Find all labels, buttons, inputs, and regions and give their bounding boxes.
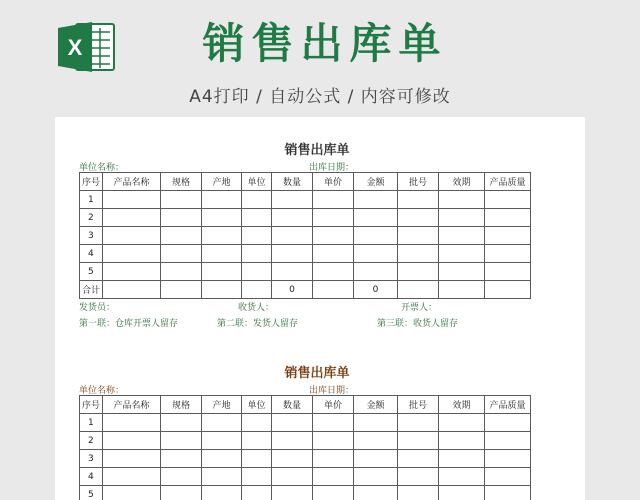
table-cell[interactable]: [485, 432, 531, 450]
row-index: 4: [80, 245, 103, 263]
table-cell[interactable]: [103, 468, 161, 486]
table-cell[interactable]: [103, 191, 161, 209]
table-cell[interactable]: [439, 432, 485, 450]
table-cell[interactable]: [242, 227, 272, 245]
table-cell: [202, 281, 242, 299]
page-title: 销售出库单: [202, 19, 448, 68]
col-header: 规格: [161, 396, 202, 414]
table-cell[interactable]: [398, 245, 439, 263]
table-cell[interactable]: [242, 468, 272, 486]
table-cell[interactable]: [398, 486, 439, 500]
table-cell[interactable]: [242, 486, 272, 500]
table-cell[interactable]: [313, 191, 354, 209]
col-header: 产地: [202, 396, 242, 414]
table-cell[interactable]: [439, 468, 485, 486]
copy-note-2: 第二联：发货人留存: [217, 319, 299, 329]
table-cell[interactable]: [398, 432, 439, 450]
table-cell[interactable]: [103, 432, 161, 450]
table-cell[interactable]: [313, 432, 354, 450]
table-cell[interactable]: [161, 414, 202, 432]
col-header: 序号: [80, 173, 103, 191]
row-index: 3: [80, 227, 103, 245]
outbound-date-label: 出库日期：: [309, 163, 355, 173]
table-cell[interactable]: [272, 191, 313, 209]
table-cell[interactable]: [439, 245, 485, 263]
total-amount: 0: [354, 281, 398, 299]
table-cell[interactable]: [485, 191, 531, 209]
table-row: [80, 414, 531, 432]
table-cell[interactable]: [398, 209, 439, 227]
table-cell[interactable]: [354, 191, 398, 209]
table-cell[interactable]: [161, 468, 202, 486]
col-header: 批号: [398, 173, 439, 191]
table-cell[interactable]: [242, 414, 272, 432]
col-header: 序号: [80, 396, 103, 414]
table-cell[interactable]: [272, 245, 313, 263]
table-header-row: [80, 173, 531, 191]
table-cell[interactable]: [439, 263, 485, 281]
table-cell[interactable]: [485, 263, 531, 281]
table-cell[interactable]: [398, 468, 439, 486]
outbound-table: [79, 395, 531, 500]
table-cell[interactable]: [161, 263, 202, 281]
table-row: [80, 486, 531, 500]
table-cell[interactable]: [161, 227, 202, 245]
row-index: 2: [80, 209, 103, 227]
unit-name-label: 单位名称：: [79, 386, 125, 396]
row-index: 1: [80, 414, 103, 432]
table-cell[interactable]: [439, 486, 485, 500]
table-cell[interactable]: [398, 263, 439, 281]
table-cell[interactable]: [161, 450, 202, 468]
excel-icon: [56, 18, 116, 76]
table-cell[interactable]: [103, 414, 161, 432]
table-cell[interactable]: [485, 468, 531, 486]
table-cell[interactable]: [313, 263, 354, 281]
table-row: [80, 191, 531, 209]
form-title: 销售出库单: [284, 143, 350, 158]
total-label: 合计: [80, 281, 103, 299]
table-cell[interactable]: [202, 432, 242, 450]
unit-name-label: 单位名称：: [79, 163, 125, 173]
table-cell[interactable]: [161, 245, 202, 263]
col-header: 金额: [354, 396, 398, 414]
table-cell: [439, 281, 485, 299]
table-cell[interactable]: [202, 486, 242, 500]
table-cell[interactable]: [161, 191, 202, 209]
table-cell[interactable]: [272, 468, 313, 486]
table-cell[interactable]: [398, 450, 439, 468]
table-cell: [485, 281, 531, 299]
table-row: [80, 432, 531, 450]
table-cell[interactable]: [313, 414, 354, 432]
table-cell[interactable]: [354, 209, 398, 227]
table-cell[interactable]: [354, 432, 398, 450]
table-cell[interactable]: [272, 209, 313, 227]
col-header: 单价: [313, 173, 354, 191]
table-cell[interactable]: [354, 263, 398, 281]
total-quantity: 0: [272, 281, 313, 299]
table-cell[interactable]: [313, 245, 354, 263]
col-header: 单位: [242, 396, 272, 414]
table-header-row: [80, 396, 531, 414]
table-cell[interactable]: [242, 450, 272, 468]
table-cell[interactable]: [354, 414, 398, 432]
table-cell[interactable]: [202, 468, 242, 486]
table-cell[interactable]: [354, 450, 398, 468]
table-cell[interactable]: [242, 432, 272, 450]
table-cell[interactable]: [242, 191, 272, 209]
table-cell[interactable]: [354, 245, 398, 263]
table-cell[interactable]: [354, 468, 398, 486]
table-cell[interactable]: [313, 227, 354, 245]
table-cell[interactable]: [272, 432, 313, 450]
copy-note-1: 第一联：仓库开票人留存: [79, 319, 179, 329]
table-cell[interactable]: [202, 245, 242, 263]
col-header: 数量: [272, 173, 313, 191]
table-cell[interactable]: [103, 227, 161, 245]
table-row: [80, 227, 531, 245]
table-cell[interactable]: [272, 414, 313, 432]
table-row: [80, 209, 531, 227]
outbound-date-label: 出库日期：: [309, 386, 355, 396]
table-cell[interactable]: [485, 245, 531, 263]
col-header: 产品质量: [485, 396, 531, 414]
table-cell[interactable]: [485, 414, 531, 432]
table-cell[interactable]: [202, 191, 242, 209]
table-cell[interactable]: [242, 245, 272, 263]
row-index: 5: [80, 486, 103, 500]
table-cell[interactable]: [398, 414, 439, 432]
table-cell[interactable]: [103, 209, 161, 227]
table-cell: [161, 281, 202, 299]
form-title: 销售出库单: [284, 366, 350, 381]
table-cell[interactable]: [202, 209, 242, 227]
col-header: 单位: [242, 173, 272, 191]
col-header: 金额: [354, 173, 398, 191]
table-cell[interactable]: [242, 209, 272, 227]
table-cell[interactable]: [439, 191, 485, 209]
sheet-preview: [55, 117, 585, 500]
col-header: 规格: [161, 173, 202, 191]
svg-text:X: X: [67, 35, 83, 60]
col-header: 产品名称: [103, 396, 161, 414]
table-cell[interactable]: [439, 209, 485, 227]
table-row: [80, 245, 531, 263]
table-cell[interactable]: [485, 450, 531, 468]
table-cell[interactable]: [161, 209, 202, 227]
table-cell[interactable]: [485, 227, 531, 245]
table-cell[interactable]: [202, 263, 242, 281]
table-cell[interactable]: [398, 191, 439, 209]
copy-note-3: 第三联：收货人留存: [377, 319, 459, 329]
table-cell[interactable]: [439, 414, 485, 432]
table-cell[interactable]: [202, 414, 242, 432]
table-cell: [313, 281, 354, 299]
receiver-label: 收货人：: [238, 303, 275, 313]
row-index: 4: [80, 468, 103, 486]
table-cell[interactable]: [313, 209, 354, 227]
table-cell[interactable]: [161, 432, 202, 450]
table-cell[interactable]: [439, 227, 485, 245]
row-index: 3: [80, 450, 103, 468]
table-cell[interactable]: [161, 486, 202, 500]
table-cell[interactable]: [398, 227, 439, 245]
table-cell[interactable]: [313, 450, 354, 468]
row-index: 2: [80, 432, 103, 450]
table-cell[interactable]: [272, 263, 313, 281]
table-cell[interactable]: [103, 486, 161, 500]
outbound-table: [79, 172, 531, 299]
table-cell: [242, 281, 272, 299]
col-header: 效期: [439, 173, 485, 191]
table-cell[interactable]: [272, 450, 313, 468]
table-cell[interactable]: [354, 227, 398, 245]
table-cell[interactable]: [313, 486, 354, 500]
table-row: [80, 468, 531, 486]
table-cell[interactable]: [485, 486, 531, 500]
table-cell[interactable]: [354, 486, 398, 500]
shipper-label: 发货员：: [79, 303, 116, 313]
table-cell[interactable]: [202, 450, 242, 468]
col-header: 批号: [398, 396, 439, 414]
table-cell[interactable]: [103, 245, 161, 263]
col-header: 产品名称: [103, 173, 161, 191]
table-cell[interactable]: [242, 263, 272, 281]
table-cell[interactable]: [103, 450, 161, 468]
col-header: 单价: [313, 396, 354, 414]
row-index: 5: [80, 263, 103, 281]
table-cell[interactable]: [313, 468, 354, 486]
table-cell[interactable]: [439, 450, 485, 468]
table-cell: [103, 281, 161, 299]
col-header: 效期: [439, 396, 485, 414]
table-cell[interactable]: [202, 227, 242, 245]
table-cell[interactable]: [485, 209, 531, 227]
invoicer-label: 开票人：: [401, 303, 438, 313]
table-row: [80, 263, 531, 281]
col-header: 产品质量: [485, 173, 531, 191]
row-index: 1: [80, 191, 103, 209]
page-subtitle: A4打印 / 自动公式 / 内容可修改: [189, 87, 451, 107]
table-row: [80, 450, 531, 468]
total-row: [80, 281, 531, 299]
col-header: 数量: [272, 396, 313, 414]
table-cell[interactable]: [272, 227, 313, 245]
table-cell[interactable]: [103, 263, 161, 281]
table-cell[interactable]: [272, 486, 313, 500]
table-cell: [398, 281, 439, 299]
col-header: 产地: [202, 173, 242, 191]
